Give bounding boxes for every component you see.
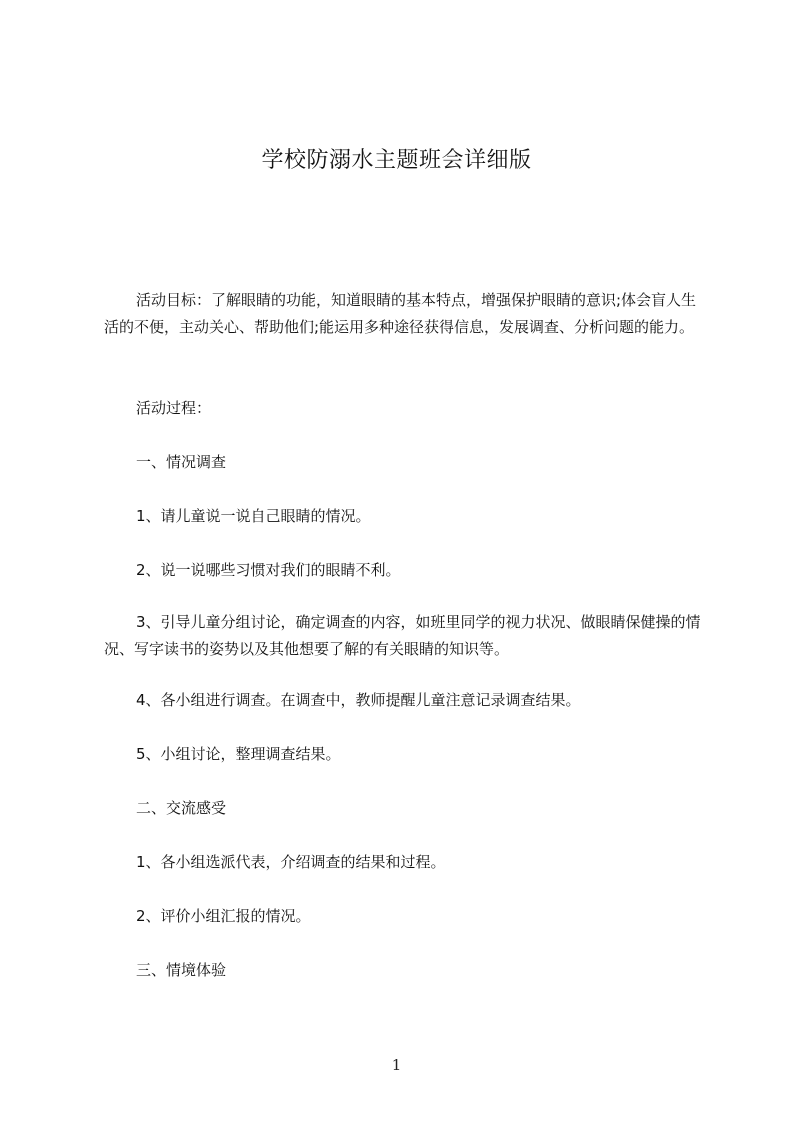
list-item: 1、各小组选派代表，介绍调查的结果和过程。 [136, 853, 446, 871]
list-item: 1、请儿童说一说自己眼睛的情况。 [136, 507, 371, 525]
document-title: 学校防溺水主题班会详细版 [261, 148, 532, 173]
list-item: 4、各小组进行调查。在调查中，教师提醒儿童注意记录调查结果。 [136, 691, 581, 709]
heading-section-2: 二、交流感受 [136, 799, 227, 817]
list-item: 2、说一说哪些习惯对我们的眼睛不利。 [136, 561, 401, 579]
list-item: 5、小组讨论，整理调查结果。 [136, 745, 341, 763]
paragraph-activity-goal: 活动目标：了解眼睛的功能，知道眼睛的基本特点，增强保护眼睛的意识;体会盲人生活的不便，主动关心、帮助他们;能运用多种途径获得信息，发展调查、分析问题的能力。 [104, 291, 697, 336]
page-number: 1 [391, 1056, 402, 1074]
heading-section-1: 一、情况调查 [136, 453, 227, 471]
list-item: 3、引导儿童分组讨论，确定调查的内容，如班里同学的视力状况、做眼睛保健操的情况、写字读书的姿势以及其他想要了解的有关眼睛的知识等。 [104, 613, 701, 658]
paragraph-activity-process: 活动过程： [136, 399, 212, 417]
list-item: 2、评价小组汇报的情况。 [136, 907, 311, 925]
heading-section-3: 三、情境体验 [136, 961, 227, 979]
